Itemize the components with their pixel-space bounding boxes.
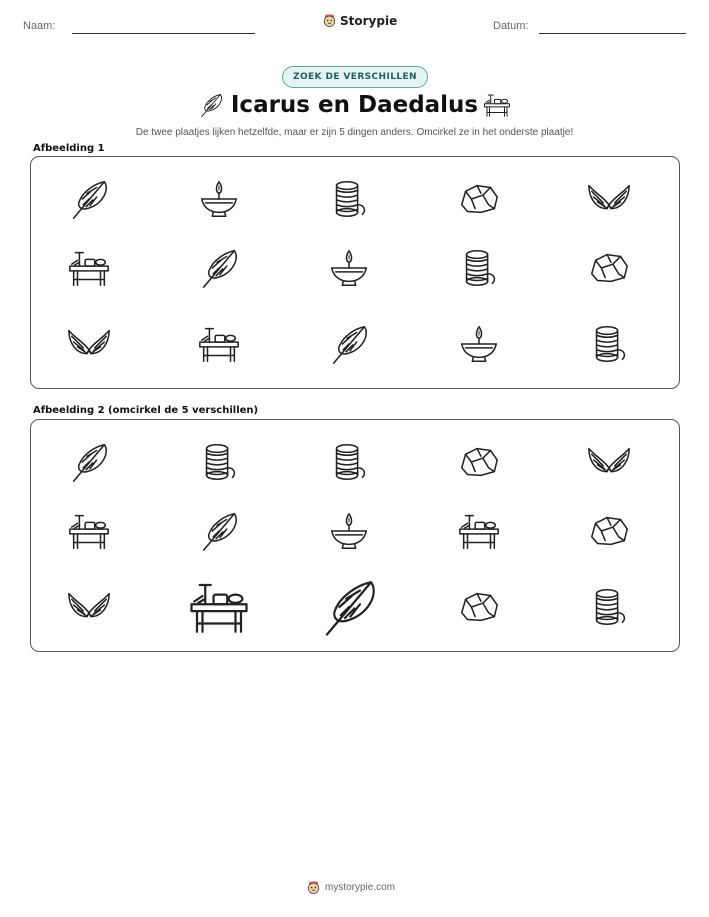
picture2-cell-r3-c3[interactable] [316,574,382,640]
picture1-cell-r1-c3 [326,176,372,222]
picture1-label: Afbeelding 1 [33,143,105,154]
name-line[interactable] [72,33,255,34]
picture1-cell-r2-c1 [66,245,112,291]
picture2-cell-r1-c2[interactable] [196,439,242,485]
footer-url: mystorypie.com [325,882,396,893]
activity-badge: ZOEK DE VERSCHILLEN [282,66,428,88]
rope-coil-icon [586,584,632,630]
rope-coil-icon [196,439,242,485]
date-label: Datum: [493,20,529,32]
wings-icon [586,176,632,222]
rock-icon [586,508,632,554]
picture2-cell-r1-c5[interactable] [586,439,632,485]
picture1-cell-r3-c2 [196,321,242,367]
rock-icon [456,439,502,485]
picture1-cell-r1-c4 [456,176,502,222]
feather-icon [66,176,112,222]
feather-icon [196,508,242,554]
picture1-cell-r2-c4 [456,245,502,291]
brand-logo [322,13,397,28]
feather-icon [196,245,242,291]
picture1-cell-r3-c1 [66,321,112,367]
rock-icon [586,245,632,291]
feather-icon [326,321,372,367]
feather-icon [66,439,112,485]
rock-icon [456,584,502,630]
picture1-cell-r3-c4 [456,321,502,367]
workbench-icon [196,321,242,367]
rope-coil-icon [456,245,502,291]
picture1-cell-r2-c5 [586,245,632,291]
oil-lamp-icon [326,508,372,554]
picture1-cell-r1-c5 [586,176,632,222]
wings-icon [66,584,112,630]
feather-icon [316,574,382,640]
picture1-panel [30,156,680,389]
instructions: De twee plaatjes lijken hetzelfde, maar er zijn 5 dingen anders. Omcirkel ze in het onderste plaatje! [135,127,574,138]
mascot-icon [322,13,337,28]
rope-coil-icon [326,439,372,485]
rock-icon [456,176,502,222]
page-title: Icarus en Daedalus [230,92,479,118]
oil-lamp-icon [196,176,242,222]
rope-coil-icon [326,176,372,222]
title-workbench-icon [481,90,513,120]
workbench-icon [66,508,112,554]
picture2-cell-r3-c5[interactable] [586,584,632,630]
picture1-cell-r3-c5 [586,321,632,367]
picture1-cell-r1-c2 [196,176,242,222]
picture2-cell-r2-c1[interactable] [66,508,112,554]
picture2-cell-r2-c3[interactable] [326,508,372,554]
name-label: Naam: [23,20,56,32]
footer [306,880,395,895]
wings-icon [66,321,112,367]
picture2-label: Afbeelding 2 (omcirkel de 5 verschillen) [33,405,259,416]
picture2-cell-r1-c3[interactable] [326,439,372,485]
workbench-icon [186,574,252,640]
picture2-cell-r1-c4[interactable] [456,439,502,485]
picture2-cell-r1-c1[interactable] [66,439,112,485]
picture2-cell-r2-c4[interactable] [456,508,502,554]
workbench-icon [66,245,112,291]
picture2-cell-r2-c5[interactable] [586,508,632,554]
picture1-cell-r2-c2 [196,245,242,291]
picture2-cell-r2-c2[interactable] [196,508,242,554]
brand-name: Storypie [340,13,398,28]
footer-mascot-icon [306,880,321,895]
oil-lamp-icon [326,245,372,291]
picture2-cell-r3-c4[interactable] [456,584,502,630]
picture1-cell-r1-c1 [66,176,112,222]
picture2-cell-r3-c1[interactable] [66,584,112,630]
picture1-cell-r3-c3 [326,321,372,367]
oil-lamp-icon [456,321,502,367]
rope-coil-icon [586,321,632,367]
workbench-icon [456,508,502,554]
wings-icon [586,439,632,485]
picture2-cell-r3-c2[interactable] [186,574,252,640]
picture1-cell-r2-c3 [326,245,372,291]
picture2-panel[interactable] [30,419,680,652]
date-line[interactable] [539,33,686,34]
